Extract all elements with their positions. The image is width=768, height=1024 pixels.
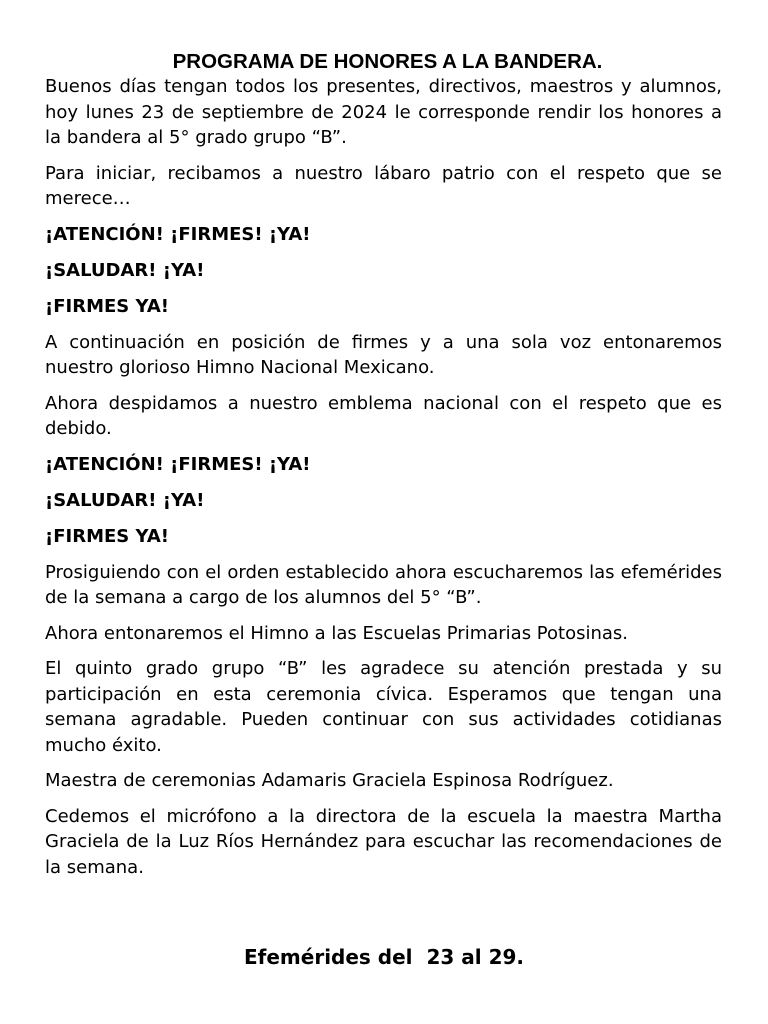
anthem-paragraph: A continuación en posición de firmes y a una sola voz entonaremos nuestro glorioso Himno Nacional Mexicano. <box>45 331 722 378</box>
command-firm: ¡FIRMES YA! <box>45 295 169 317</box>
director-paragraph: Cedemos el micrófono a la directora de la escuela la maestra Martha Graciela de la Luz Ríos Hernández para escuchar las recomendaciones de la semana. <box>45 805 722 878</box>
document-body <box>45 50 722 890</box>
ephemerides-heading: Efemérides del 23 al 29. <box>244 945 524 969</box>
command-salute: ¡SALUDAR! ¡YA! <box>45 259 205 281</box>
command-attention-2: ¡ATENCIÓN! ¡FIRMES! ¡YA! <box>45 453 311 475</box>
school-anthem-paragraph: Ahora entonaremos el Himno a las Escuelas Primarias Potosinas. <box>45 622 629 644</box>
flag-farewell-paragraph: Ahora despidamos a nuestro emblema nacional con el respeto que es debido. <box>45 392 722 439</box>
page-title: PROGRAMA DE HONORES A LA BANDERA. <box>172 50 603 73</box>
thanks-paragraph: El quinto grado grupo “B” les agradece su atención prestada y su participación en esta ceremonia cívica. Esperamos que tengan una semana agradable. Pueden continuar con sus actividades cotidianas mucho éxito. <box>45 658 722 756</box>
ceremony-master-paragraph: Maestra de ceremonias Adamaris Graciela Espinosa Rodríguez. <box>45 770 614 791</box>
command-attention: ¡ATENCIÓN! ¡FIRMES! ¡YA! <box>45 223 311 245</box>
command-firm-2: ¡FIRMES YA! <box>45 525 169 547</box>
greeting-paragraph: Buenos días tengan todos los presentes, directivos, maestros y alumnos, hoy lunes 23 de septiembre de 2024 le corresponde rendir los honores a la bandera al 5° grado grupo “B”. <box>45 76 722 148</box>
command-salute-2: ¡SALUDAR! ¡YA! <box>45 489 205 511</box>
ephemerides-paragraph: Prosiguiendo con el orden establecido ahora escucharemos las efemérides de la semana a cargo de los alumnos del 5° “B”. <box>45 561 722 608</box>
flag-reception-paragraph: Para iniciar, recibamos a nuestro lábaro patrio con el respeto que se merece… <box>45 162 722 209</box>
